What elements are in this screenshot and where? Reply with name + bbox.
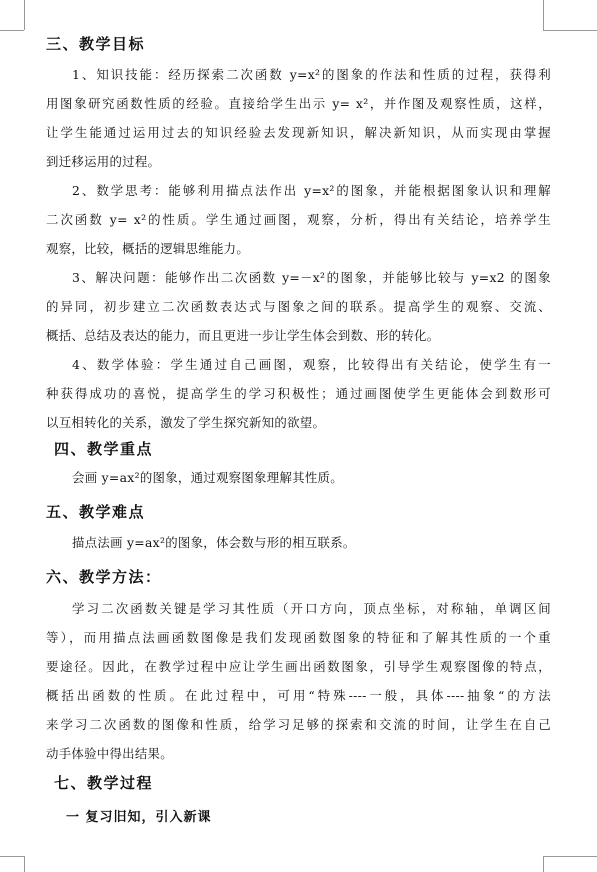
- crop-mark: [543, 0, 544, 30]
- paragraph-line: 动手体验中得出结果。: [46, 746, 173, 761]
- crop-mark: [543, 30, 597, 31]
- subsection-heading-review: 一 复习旧知，引入新课: [66, 810, 212, 825]
- section-heading-methods: 六、教学方法：: [46, 568, 162, 586]
- paragraph-line: 学习二次函数关键是学习其性质（开口方向，顶点坐标，对称轴，单调区间: [72, 601, 551, 616]
- paragraph-line: 2、数学思考：能够利用描点法作出 y=x²的图象，并能根据图象认识和理解: [72, 183, 551, 198]
- paragraph-line: 概括出函数的性质。在此过程中，可用“特殊----一般，具体----抽象“的方法: [46, 688, 551, 703]
- crop-mark: [543, 856, 597, 857]
- crop-mark: [0, 856, 24, 857]
- paragraph-line: 来学习二次函数的图像和性质，给学习足够的探索和交流的时间，让学生在自己: [46, 717, 551, 732]
- section-heading-key-points: 四、教学重点: [54, 440, 154, 458]
- paragraph-line: 种获得成功的喜悦，提高学生的学习积极性；通过画图使学生更能体会到数形可: [46, 386, 551, 401]
- paragraph-line: 概括、总结及表达的能力，而且更进一步让学生体会到数、形的转化。: [46, 328, 440, 343]
- section-heading-difficulties: 五、教学难点: [46, 503, 146, 521]
- paragraph-line: 让学生能通过运用过去的知识经验去发现新知识，解决新知识，从而实现由掌握: [46, 125, 551, 140]
- paragraph-line: 等），而用描点法画函数图像是我们发现函数图象的特征和了解其性质的一个重: [46, 630, 551, 645]
- paragraph-line: 以互相转化的关系，激发了学生探究新知的欲望。: [46, 415, 326, 430]
- paragraph-line: 二次函数 y= x²的性质。学生通过画图，观察，分析，得出有关结论，培养学生: [46, 212, 551, 227]
- crop-mark: [24, 856, 25, 872]
- paragraph-line: 4、数学体验：学生通过自己画图，观察，比较得出有关结论，使学生有一: [72, 357, 551, 372]
- paragraph-line: 观察，比较，概括的逻辑思维能力。: [46, 241, 250, 256]
- paragraph-line: 用图象研究函数性质的经验。直接给学生出示 y= x²，并作图及观察性质，这样，: [46, 96, 551, 111]
- paragraph-line: 描点法画 y=ax²的图象，体会数与形的相互联系。: [72, 535, 356, 550]
- paragraph-line: 会画 y=ax²的图象，通过观察图象理解其性质。: [72, 470, 343, 485]
- crop-mark: [543, 856, 544, 872]
- paragraph-line: 到迁移运用的过程。: [46, 154, 161, 169]
- paragraph-line: 要途径。因此，在教学过程中应让学生画出函数图象，引导学生观察图像的特点，: [46, 659, 551, 674]
- crop-mark: [0, 30, 24, 31]
- section-heading-goals: 三、教学目标: [46, 35, 146, 53]
- paragraph-line: 3、解决问题：能够作出二次函数 y=－x²的图象，并能够比较与 y=x2 的图象: [72, 270, 551, 285]
- section-heading-process: 七、教学过程: [54, 774, 154, 792]
- paragraph-line: 的异同，初步建立二次函数表达式与图象之间的联系。提高学生的观察、交流、: [46, 299, 551, 314]
- crop-mark: [24, 0, 25, 30]
- paragraph-line: 1、知识技能：经历探索二次函数 y=x²的图象的作法和性质的过程，获得利: [72, 67, 551, 82]
